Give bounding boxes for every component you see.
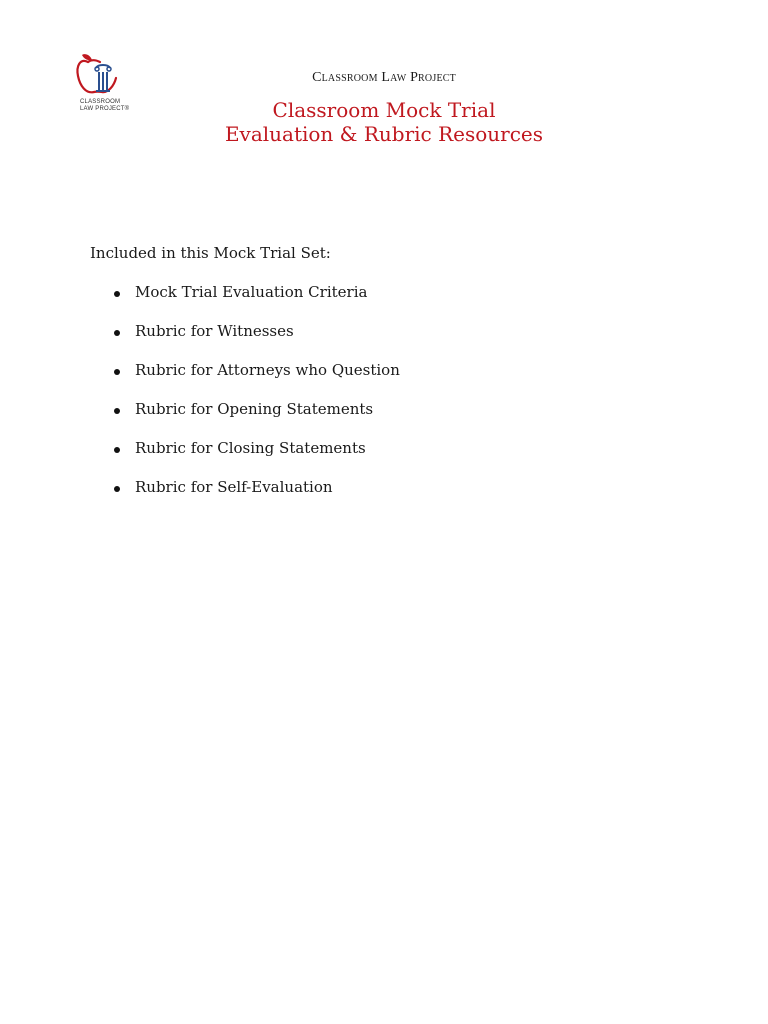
list-item xyxy=(109,439,400,478)
title-line-1: Classroom Mock Trial xyxy=(272,98,496,122)
list-item-label: Rubric for Closing Statements xyxy=(135,439,366,457)
list-item-label: Rubric for Opening Statements xyxy=(135,400,374,418)
list-item-label: Rubric for Attorneys who Question xyxy=(135,361,400,379)
list-item xyxy=(109,322,400,361)
bullet-icon xyxy=(114,408,120,414)
resource-list xyxy=(109,283,400,517)
list-item-label: Rubric for Self-Evaluation xyxy=(135,478,333,496)
list-item-label: Rubric for Witnesses xyxy=(135,322,294,340)
bullet-icon xyxy=(114,447,120,453)
intro-text: Included in this Mock Trial Set: xyxy=(90,244,331,262)
bullet-icon xyxy=(114,291,120,297)
org-name: Classroom Law Project xyxy=(312,70,456,85)
list-item-label: Mock Trial Evaluation Criteria xyxy=(135,283,368,301)
page-title xyxy=(0,98,768,146)
list-item xyxy=(109,283,400,322)
list-item xyxy=(109,400,400,439)
bullet-icon xyxy=(114,330,120,336)
title-line-2: Evaluation & Rubric Resources xyxy=(224,122,544,146)
list-item xyxy=(109,478,400,517)
bullet-icon xyxy=(114,369,120,375)
list-item xyxy=(109,361,400,400)
bullet-icon xyxy=(114,486,120,492)
logo-text: CLASSROOM LAW PROJECT® xyxy=(80,99,130,112)
